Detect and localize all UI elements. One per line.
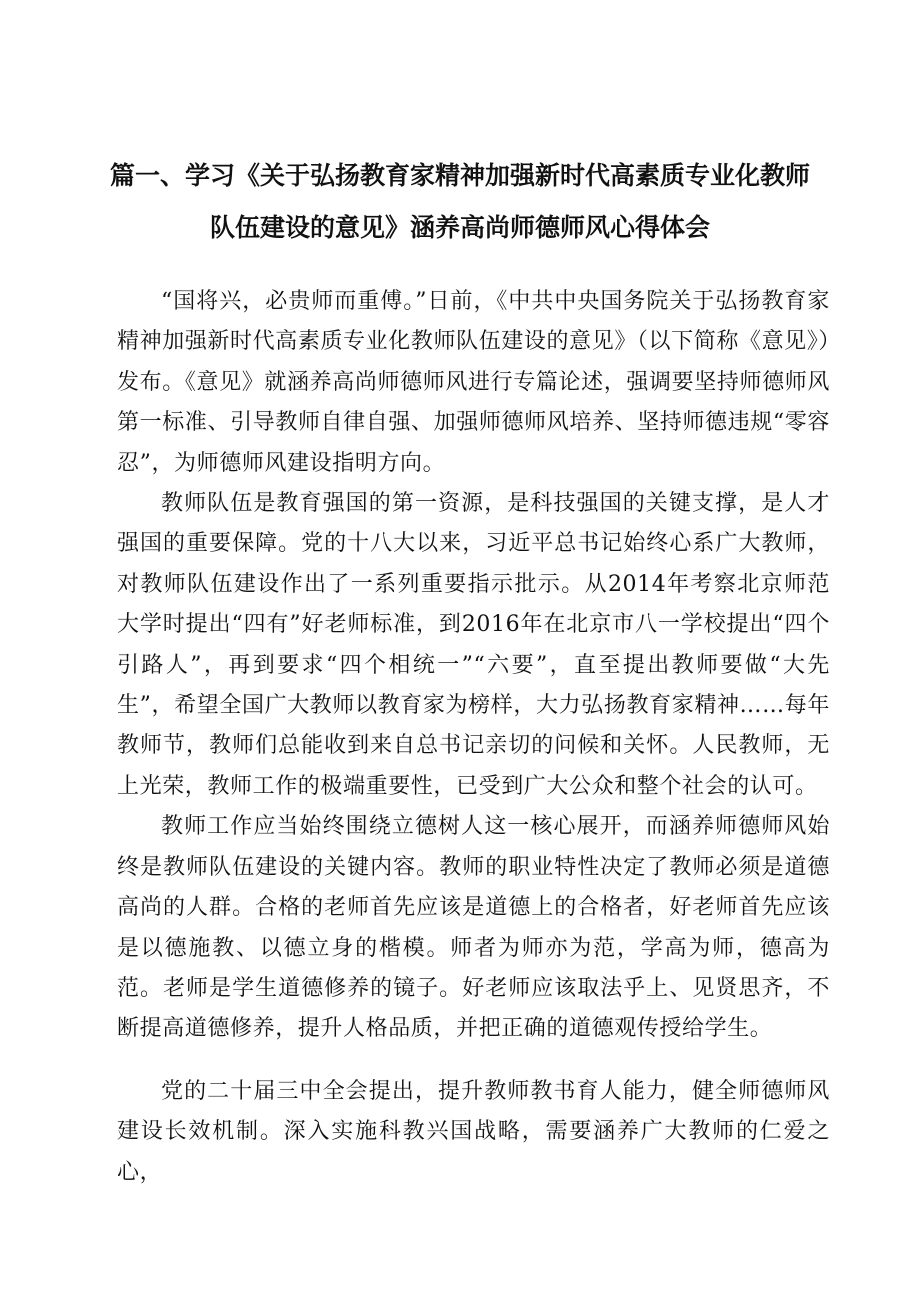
title-line-2: 队伍建设的意见》涵养高尚师德师风心得体会 — [209, 213, 710, 242]
title-line-1: 篇一、学习《关于弘扬教育家精神加强新时代高素质专业化教师 — [109, 161, 810, 190]
document-title — [100, 150, 820, 254]
document-body — [117, 282, 830, 1193]
paragraph-1: “国将兴，必贵师而重傅。”日前，《中共中央国务院关于弘扬教育家精神加强新时代高素质专业化教师队伍建设的意见》（以下简称《意见》）发布。《意见》就涵养高尚师德师风进行专篇论述，强调要坚持师德师风第一标准、引导教师自律自强、加强师德师风培养、坚持师德违规“零容忍”，为师德师风建设指明方向。 — [117, 289, 830, 476]
paragraph-4: 党的二十届三中全会提出，提升教师教书育人能力，健全师德师风建设长效机制。深入实施科教兴国战略，需要涵养广大教师的仁爱之心， — [117, 1078, 830, 1185]
paragraph-3: 教师工作应当始终围绕立德树人这一核心展开，而涵养师德师风始终是教师队伍建设的关键内容。教师的职业特性决定了教师必须是道德高尚的人群。合格的老师首先应该是道德上的合格者，好老师首先应该是以德施教、以德立身的楷模。师者为师亦为范，学高为师，德高为范。老师是学生道德修养的镜子。好老师应该取法乎上、见贤思齐，不断提高道德修养，提升人格品质，并把正确的道德观传授给学生。 — [117, 814, 830, 1042]
paragraph-2: 教师队伍是教育强国的第一资源，是科技强国的关键支撑，是人才强国的重要保障。党的十八大以来，习近平总书记始终心系广大教师，对教师队伍建设作出了一系列重要指示批示。从2014年考察北京师范大学时提出“四有”好老师标准，到2016年在北京市八一学校提出“四个引路人”，再到要求“四个相统一”“六要”，直至提出教师要做“大先生”，希望全国广大教师以教育家为榜样，大力弘扬教育家精神……每年教师节，教师们总能收到来自总书记亲切的问候和关怀。人民教师，无上光荣，教师工作的极端重要性，已受到广大公众和整个社会的认可。 — [117, 491, 830, 799]
